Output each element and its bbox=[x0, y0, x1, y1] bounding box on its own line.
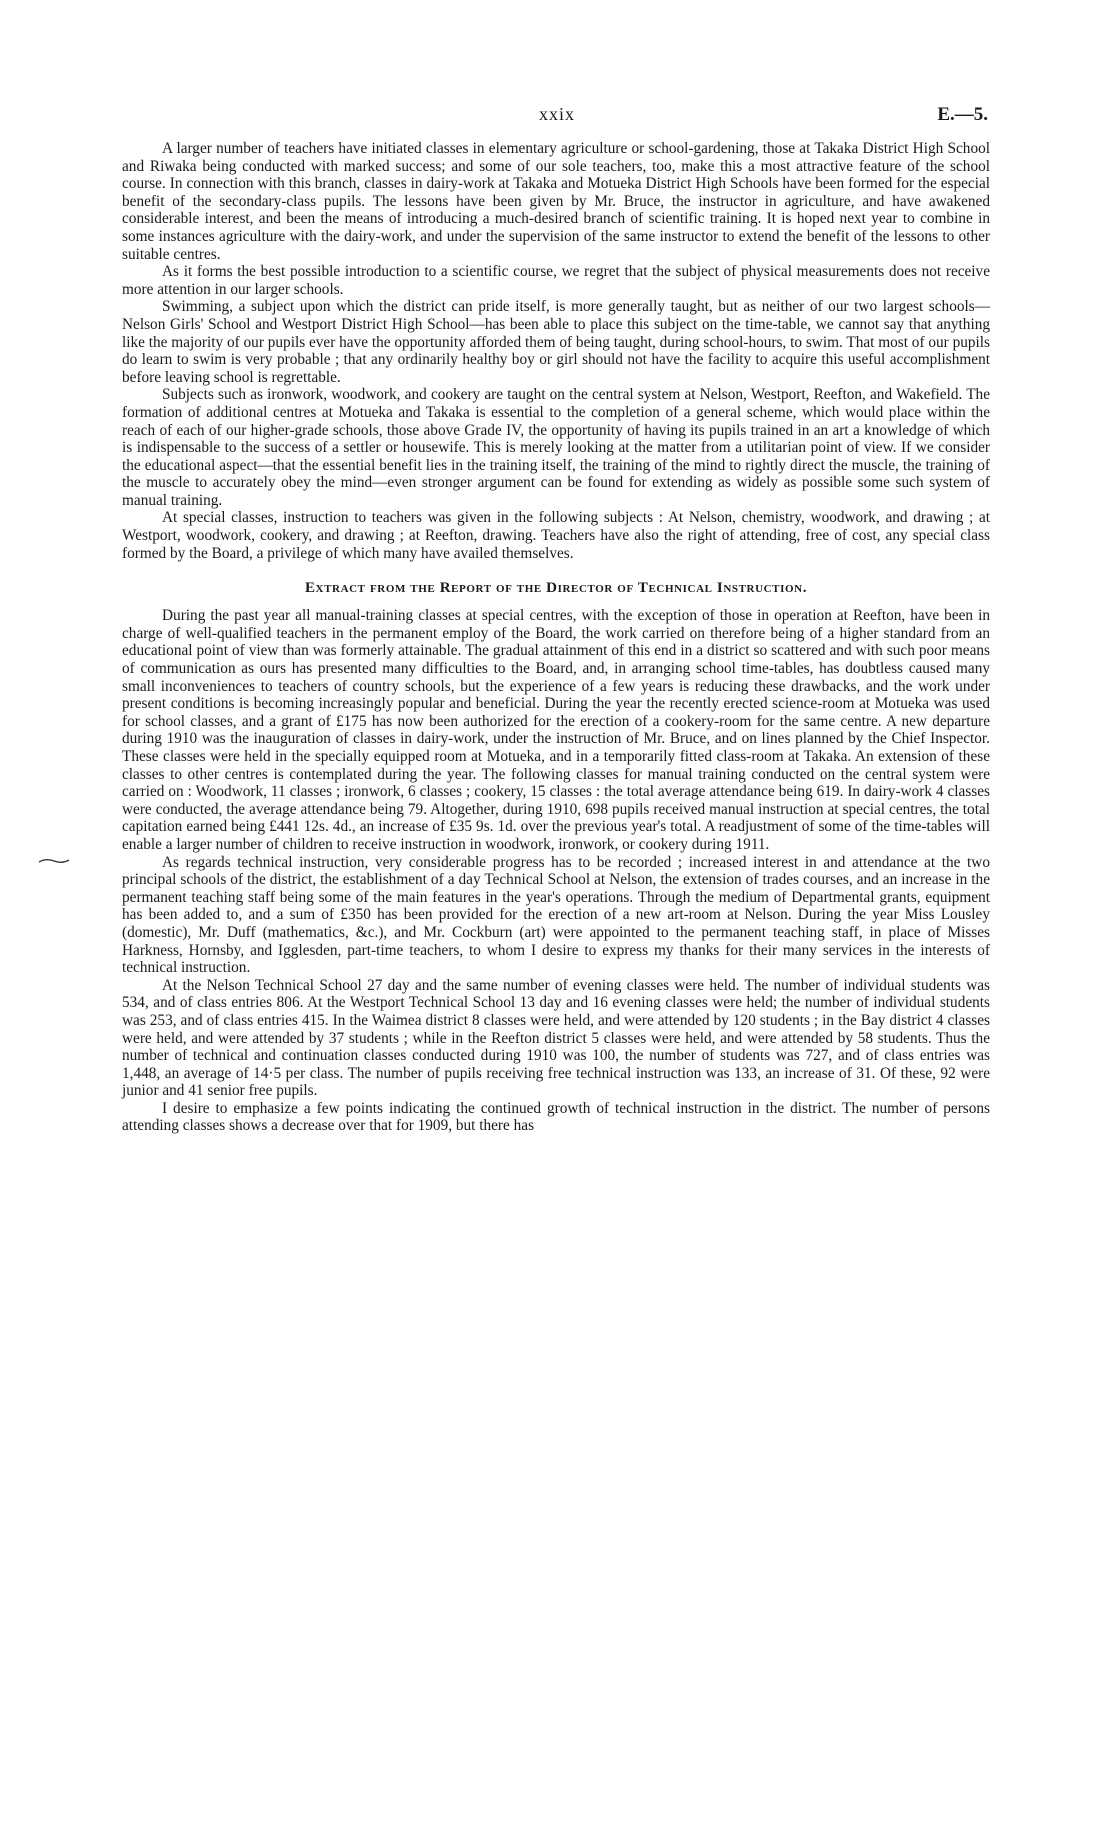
paragraph: Swimming, a subject upon which the district can pride itself, is more generally taught, but as neither of our two largest schools—Nelson Girls' School and Westport District High School—has been able to place this subject on the time-table, we cannot say that anything like the majority of our pupils ever have the opportunity afforded them of being taught, during school-hours, to swim. That most of our pupils do learn to swim is very probable ; that any ordinarily healthy boy or girl should not have the facility to acquire this useful accomplishment before leaving school is regrettable. bbox=[122, 298, 990, 386]
paragraph: At the Nelson Technical School 27 day and the same number of evening classes were held. The number of individual students was 534, and of class entries 806. At the Westport Technical School 13 day and 16 evening classes were held; the number of individual students was 253, and of class entries 415. In the Waimea district 8 classes were held, and were attended by 120 students ; in the Bay district 4 classes were held, and were attended by 37 students ; while in the Reefton district 5 classes were held, and were attended by 58 students. Thus the number of technical and continuation classes conducted during 1910 was 100, the number of students was 727, and of class entries was 1,448, an average of 14·5 per class. The number of pupils receiving free technical instruction was 133, an increase of 31. Of these, 92 were junior and 41 senior free pupils. bbox=[122, 976, 990, 1100]
paragraph: Subjects such as ironwork, woodwork, and cookery are taught on the central system at Nelson, Westport, Reefton, and Wakefield. The formation of additional centres at Motueka and Takaka is essential to the completion of a general scheme, which would place within the reach of each of our higher-grade schools, those above Grade IV, the opportunity of having its pupils trained in an art a knowledge of which is indispensable to the success of a settler or housewife. This is merely looking at the matter from a utilitarian point of view. If we consider the educational aspect—that the essential benefit lies in the training itself, the training of the mind to rightly direct the muscle, the training of the muscle to accurately obey the mind—even stronger argument can be found for extending as widely as possible some such system of manual training. bbox=[122, 386, 990, 509]
document-body bbox=[122, 140, 990, 1135]
margin-dash-mark bbox=[38, 857, 70, 865]
paragraph: During the past year all manual-training classes at special centres, with the exception of those in operation at Reefton, have been in charge of well-qualified teachers in the permanent employ of the Board, the work carried on therefore being of a higher standard from an educational point of view than was formerly attainable. The gradual attainment of this end in a district so scattered and with such poor means of communication as ours has presented many difficulties to the Board, and, in arranging school time-tables, has doubtless caused many small inconveniences to teachers of country schools, but the experience of a few years is reducing these drawbacks, and the work under present conditions is becoming increasingly popular and beneficial. During the year the recently erected science-room at Motueka was used for school classes, and a grant of £175 has now been authorized for the erection of a cookery-room for the same centre. A new departure during 1910 was the inauguration of classes in dairy-work, under the instruction of Mr. Bruce, and on lines planned by the Chief Inspector. These classes were held in the specially equipped room at Motueka, and in a temporarily fitted class-room at Takaka. An extension of these classes to other centres is contemplated during the year. The following classes for manual training conducted on the central system were carried on : Woodwork, 11 classes ; ironwork, 6 classes ; cookery, 15 classes : the total average attendance being 619. In dairy-work 4 classes were conducted, the average attendance being 79. Altogether, during 1910, 698 pupils received manual instruction at special centres, the total capitation earned being £441 12s. 4d., an increase of £35 9s. 1d. over the previous year's total. A readjustment of some of the time-tables will enable a larger number of children to receive instruction in woodwork, ironwork, or cookery during 1911. bbox=[122, 607, 990, 853]
paragraph: As regards technical instruction, very considerable progress has to be recorded ; increased interest in and attendance at the two principal schools of the district, the establishment of a day Technical School at Nelson, the extension of trades courses, and an increase in the permanent teaching staff being some of the main features in the year's operations. Through the medium of Departmental grants, equipment has been added to, and a sum of £350 has been provided for the erection of a new art-room at Nelson. During the year Miss Lousley (domestic), Mr. Duff (mathematics, &c.), and Mr. Cockburn (art) were appointed to the permanent teaching staff, in place of Misses Harkness, Hornsby, and Igglesden, part-time teachers, to whom I desire to express my thanks for their many services in the interests of technical instruction. bbox=[122, 853, 990, 977]
section-heading: Extract from the Report of the Director of Technical Instruction. bbox=[304, 580, 808, 597]
document-reference: E.—5. bbox=[937, 104, 988, 125]
paragraph: As it forms the best possible introduction to a scientific course, we regret that the subject of physical measurements does not receive more attention in our larger schools. bbox=[122, 263, 990, 298]
page-header bbox=[0, 104, 1114, 128]
paragraph: I desire to emphasize a few points indicating the continued growth of technical instruction in the district. The number of persons attending classes shows a decrease over that for 1909, but there has bbox=[122, 1099, 990, 1135]
page-number: xxix bbox=[538, 104, 575, 124]
paragraph: A larger number of teachers have initiated classes in elementary agriculture or school-gardening, those at Takaka District High School and Riwaka being conducted with marked success; and some of our sole teachers, too, make this a most attractive feature of the school course. In connection with this branch, classes in dairy-work at Takaka and Motueka District High Schools have been formed for the especial benefit of the secondary-class pupils. The lessons have been given by Mr. Bruce, the instructor in agriculture, and have awakened considerable interest, and been the means of introducing a much-desired branch of scientific training. It is hoped next year to combine in some instances agriculture with the dairy-work, and under the supervision of the same instructor to extend the benefit of the lessons to other suitable centres. bbox=[122, 140, 990, 263]
paragraph: At special classes, instruction to teachers was given in the following subjects : At Nelson, chemistry, woodwork, and drawing ; at Westport, woodwork, cookery, and drawing ; at Reefton, drawing. Teachers have also the right of attending, free of cost, any special class formed by the Board, a privilege of which many have availed themselves. bbox=[122, 509, 990, 562]
